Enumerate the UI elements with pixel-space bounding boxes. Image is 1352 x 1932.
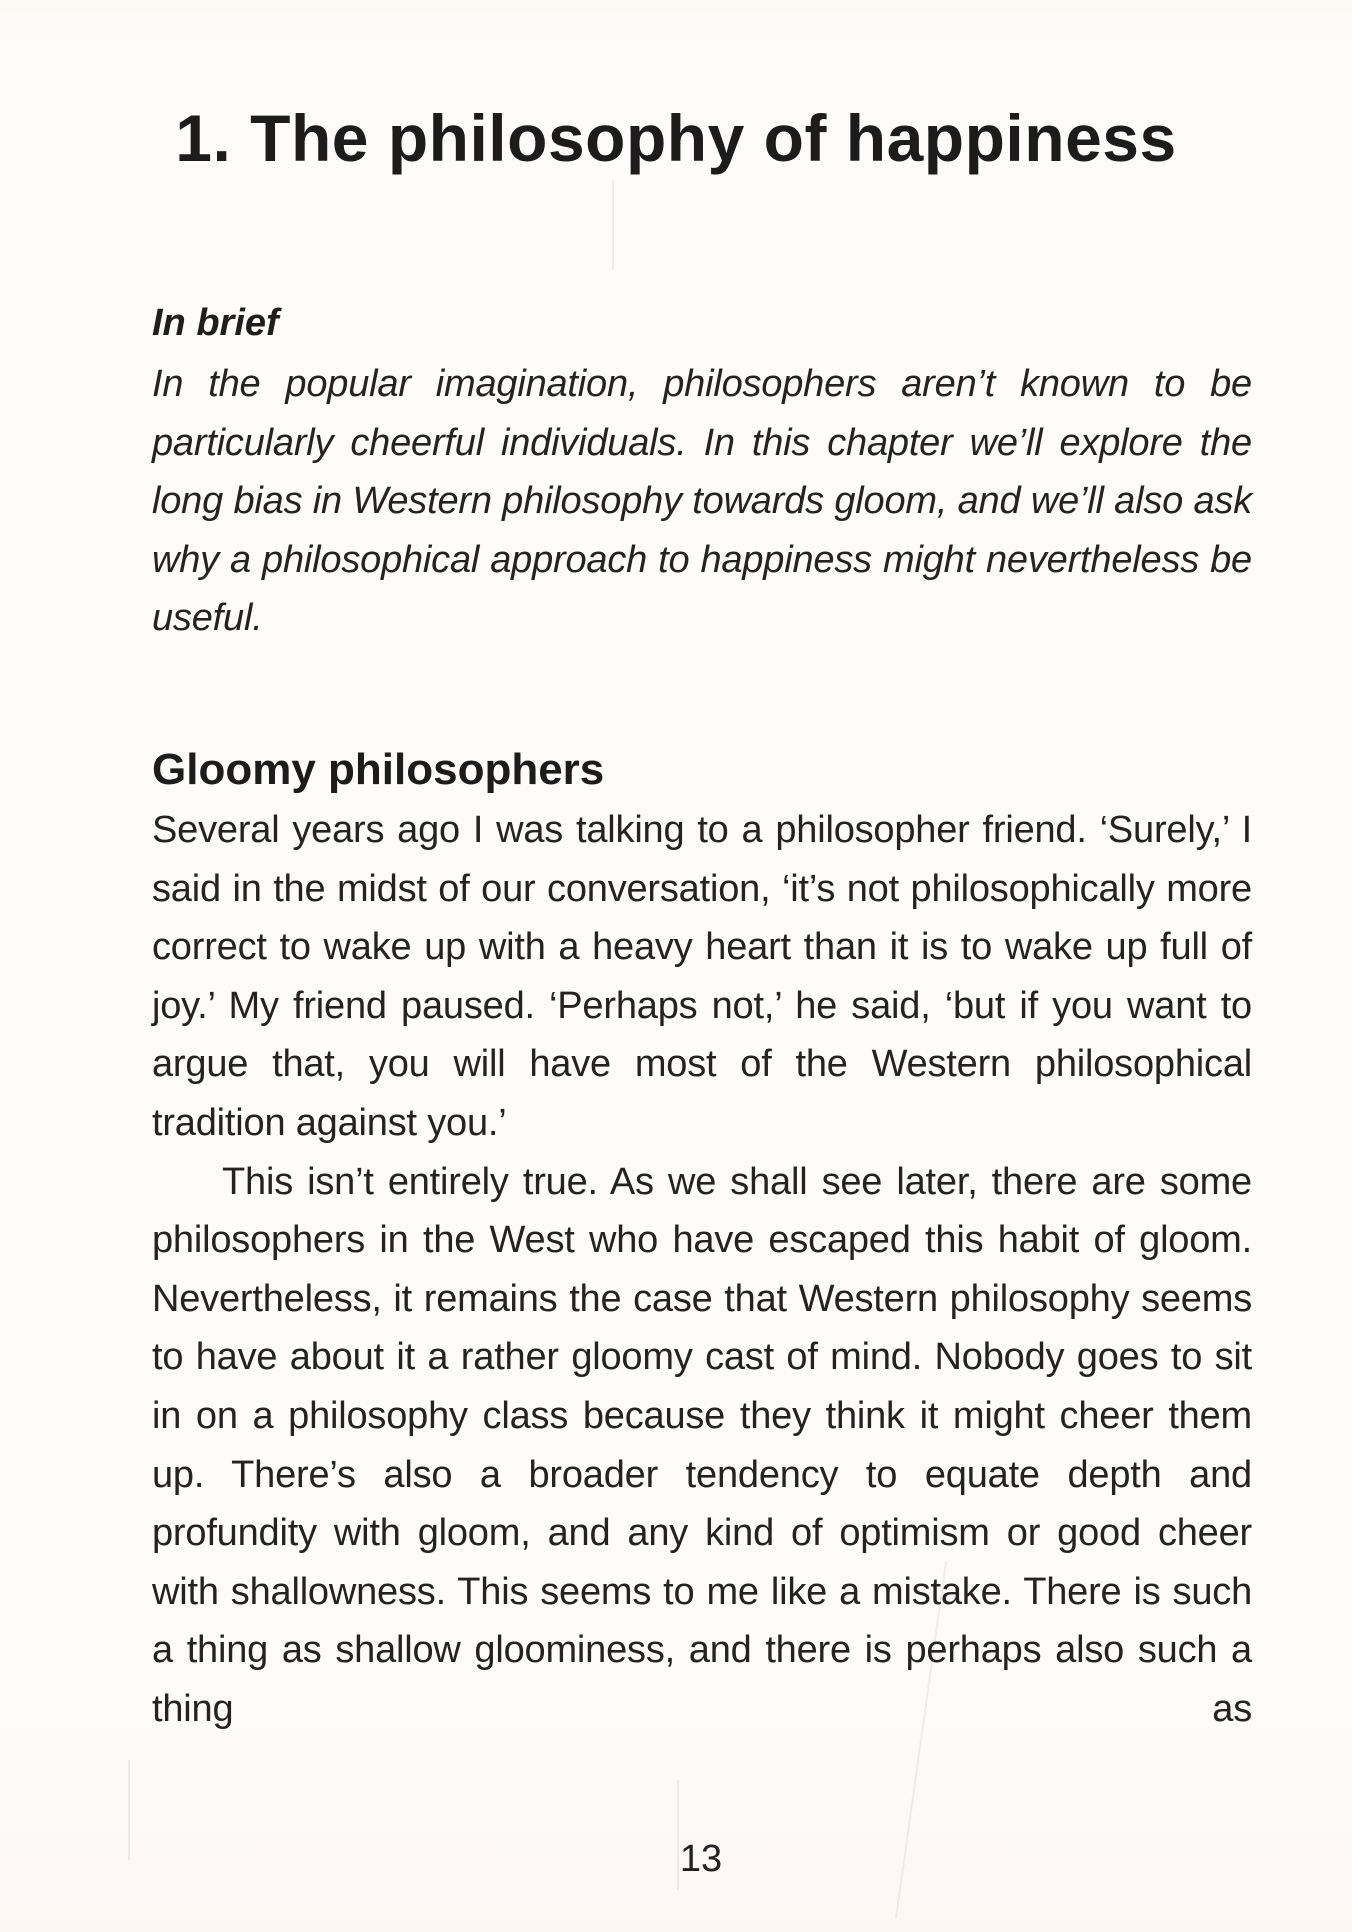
paragraph: This isn’t entirely true. As we shall see later, there are some philosophers in the West who have escaped this habit of gloom. Nevertheless, it remains the case that Western philosophy seems to have about it a rather gloomy cast of mind. Nobody goes to sit in on a philosophy class because they think it might cheer them up. There’s also a broader tendency to equate depth and profundity with gloom, and any kind of optimism or good cheer with shallowness. This seems to me like a mistake. There is such a thing as shallow gloominess, and there is perhaps also such a thing as (152, 1160, 1252, 1730)
in-brief-heading: In brief (152, 302, 279, 344)
chapter-title: 1. The philosophy of happiness (175, 101, 1177, 175)
page-number: 13 (679, 1838, 723, 1880)
section-heading: Gloomy philosophers (152, 745, 605, 794)
in-brief-text: In the popular imagination, philosophers aren’t known to be particularly cheerful individuals. In this chapter we’ll explore the long bias in Western philosophy towards gloom, and we’ll also ask why a philosophical approach to happiness might nevertheless be useful. (152, 363, 1252, 640)
paragraph: Several years ago I was talking to a philosopher friend. ‘Surely,’ I said in the midst of our conversation, ‘it’s not philosophically more correct to wake up with a heavy heart than it is to wake up full of joy.’ My friend paused. ‘Perhaps not,’ he said, ‘but if you want to argue that, you will have most of the Western philosophical tradition against you.’ (152, 809, 1252, 1144)
paper-crease (612, 180, 614, 270)
section-body (152, 801, 1252, 1739)
